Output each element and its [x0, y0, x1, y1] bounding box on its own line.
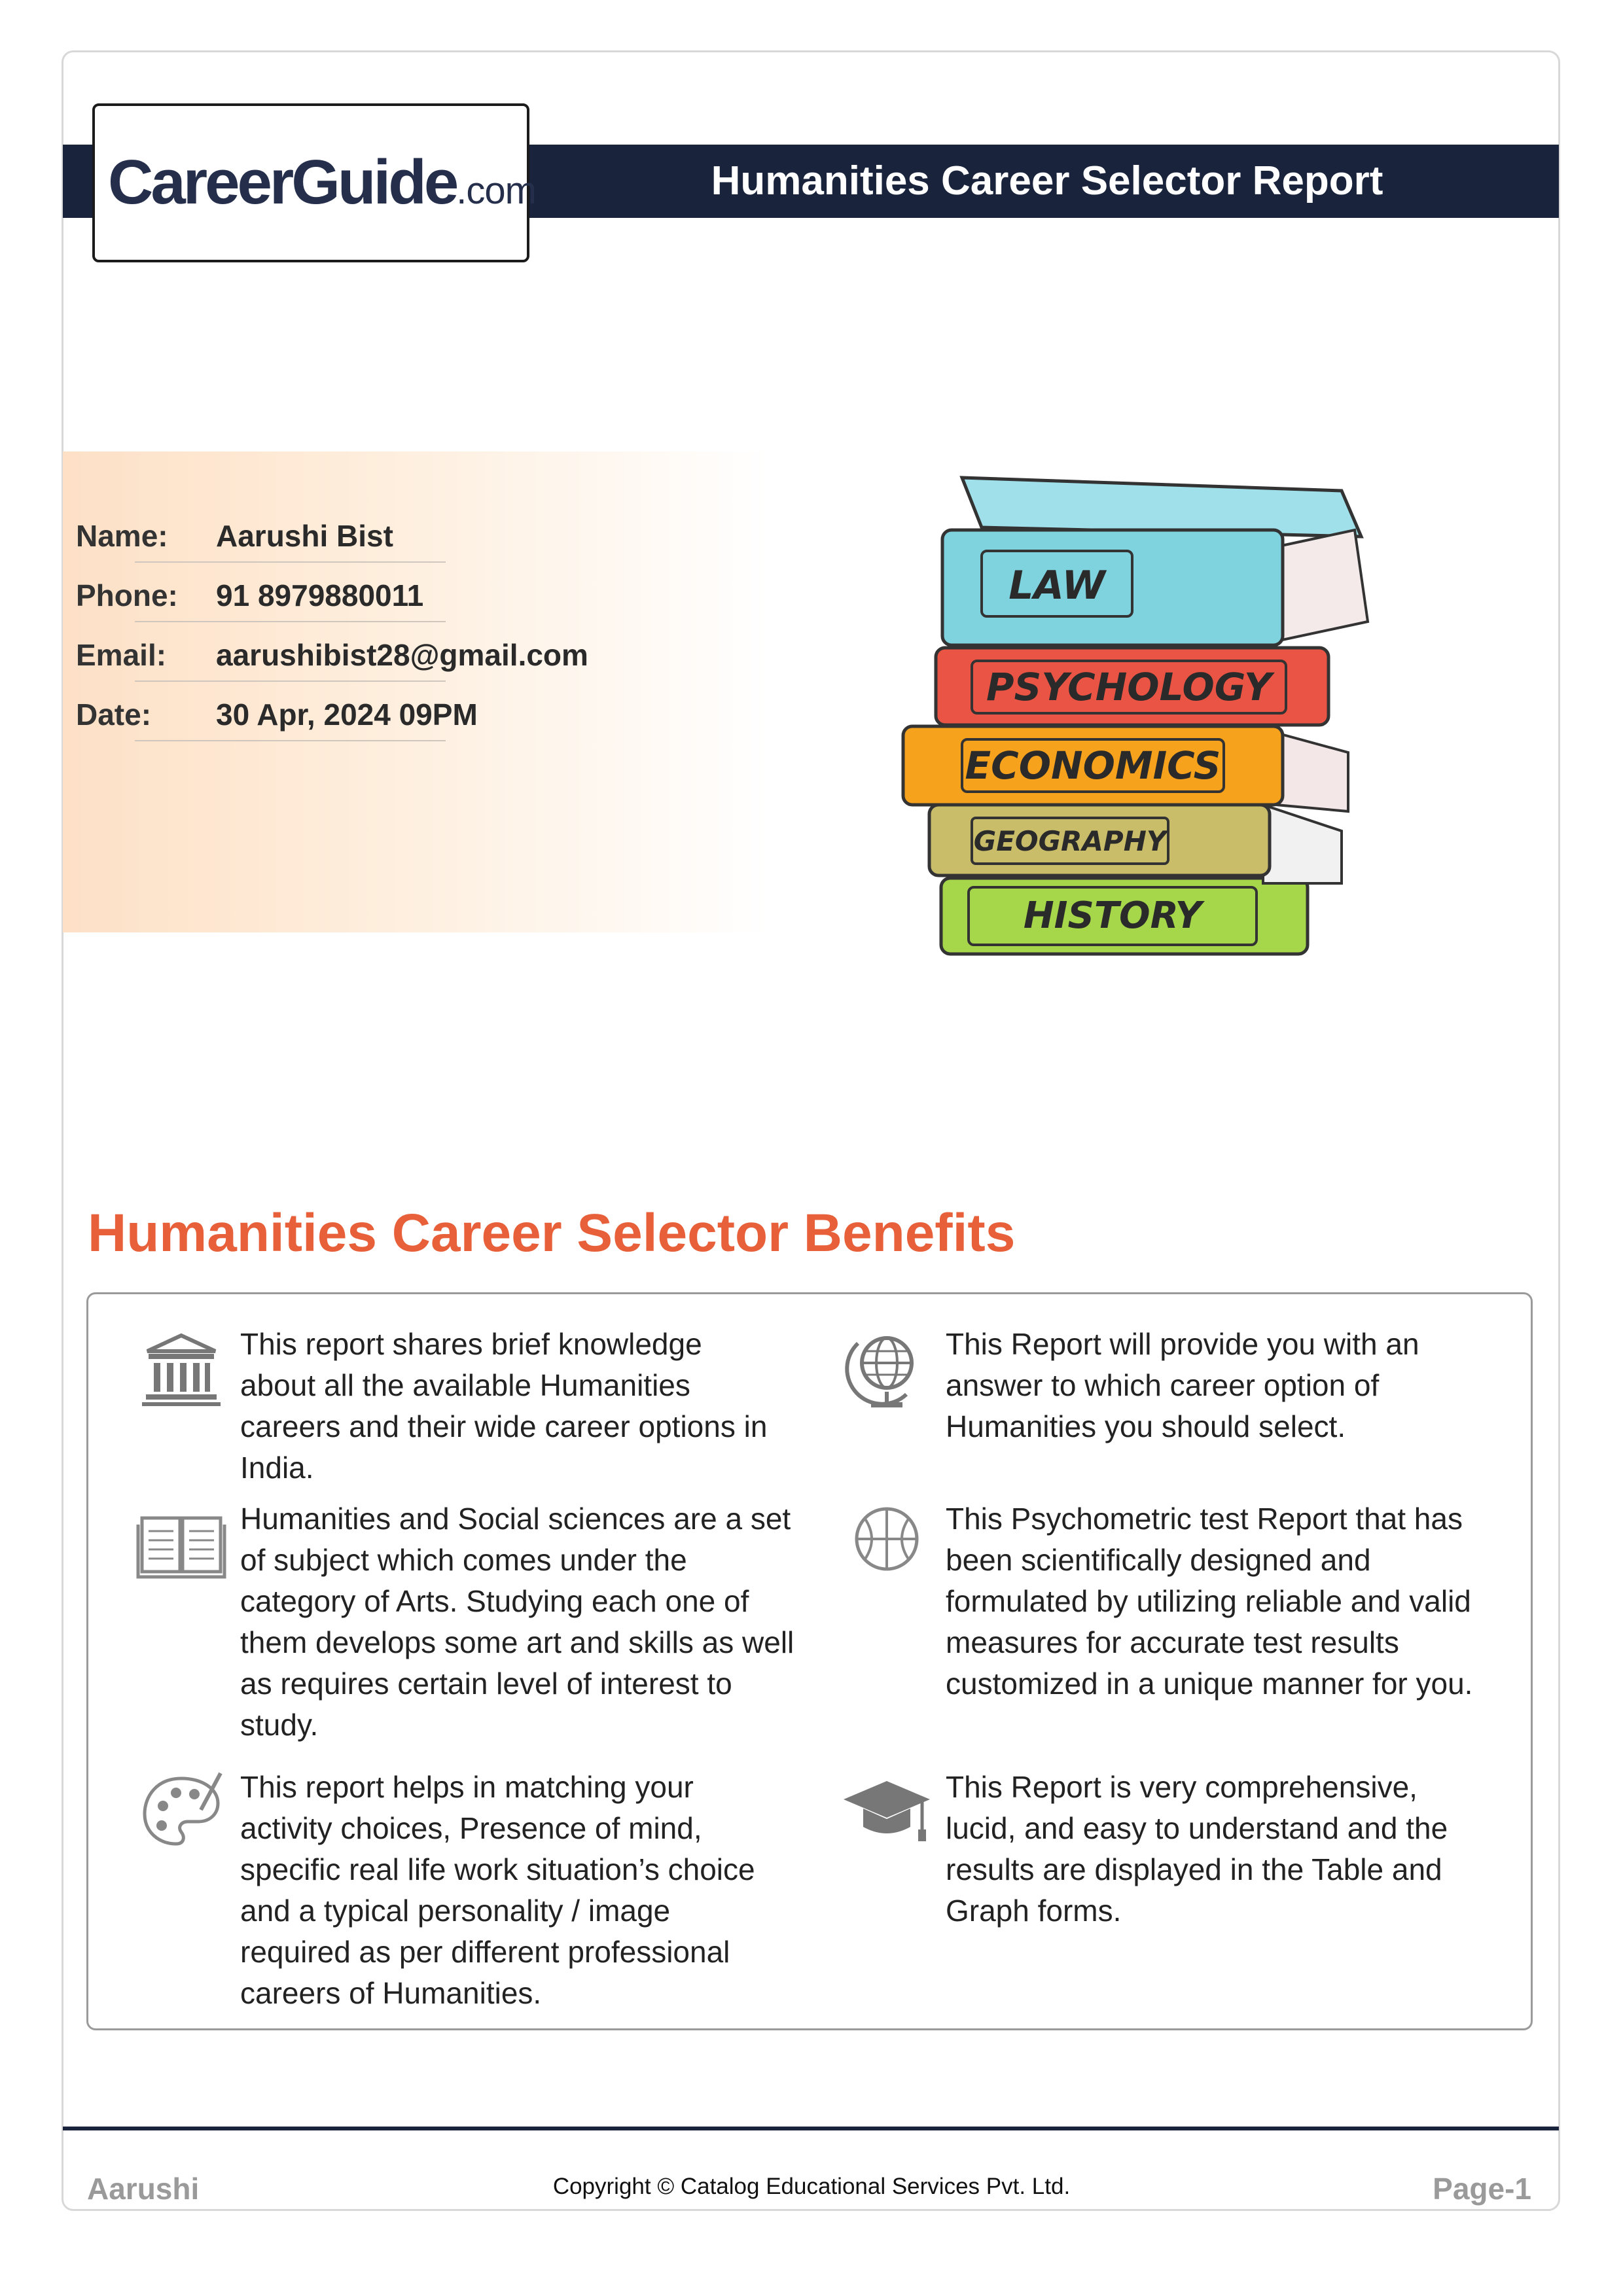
benefit-line: customized in a unique manner for you.	[946, 1667, 1473, 1701]
benefit-line: India.	[240, 1451, 314, 1485]
book-stack-illustration	[897, 465, 1381, 962]
name-value: Aarushi Bist	[216, 519, 393, 553]
law-spine-label: LAW	[1008, 563, 1105, 609]
benefit-line: activity choices, Presence of mind,	[240, 1811, 702, 1845]
info-row-date	[63, 682, 521, 743]
benefit-line: category of Arts. Studying each one of	[240, 1584, 749, 1618]
benefit-line: answer to which career option of	[946, 1368, 1380, 1402]
graduation-cap-icon	[841, 1767, 933, 1858]
benefit-line: This report helps in matching your	[240, 1770, 694, 1804]
benefit-line: Graph forms.	[946, 1894, 1122, 1928]
benefit-line: careers and their wide career options in	[240, 1409, 768, 1443]
benefit-line: specific real life work situation’s choice	[240, 1852, 755, 1886]
benefit-line: This Psychometric test Report that has	[946, 1502, 1463, 1536]
book-law	[942, 478, 1368, 645]
benefit-line: study.	[240, 1708, 319, 1742]
page-number: Page-1	[1433, 2172, 1531, 2206]
email-label: Email:	[76, 638, 167, 672]
phone-value: 91 8979880011	[216, 578, 424, 612]
benefit-text	[946, 1498, 1472, 1704]
benefit-line: been scientifically designed and	[946, 1543, 1371, 1577]
logo-wordmark	[108, 147, 536, 219]
footer-copyright: Copyright © Catalog Educational Services Pvt. Ltd.	[552, 2174, 1071, 2199]
footer-divider	[63, 2127, 1559, 2130]
benefit-line: formulated by utilizing reliable and valid	[946, 1584, 1471, 1618]
benefit-line: as requires certain level of interest to	[240, 1667, 732, 1701]
date-value: 30 Apr, 2024 09PM	[216, 698, 478, 732]
logo-main-text: CareerGuide	[108, 147, 457, 217]
basketball-icon	[841, 1498, 933, 1590]
bank-building-icon	[135, 1324, 227, 1415]
report-title: Humanities Career Selector Report	[711, 158, 1383, 203]
open-book-icon	[135, 1498, 227, 1590]
benefit-text	[946, 1324, 1419, 1447]
benefit-line: careers of Humanities.	[240, 1976, 542, 2010]
logo-suffix-text: .com	[456, 169, 536, 212]
benefit-text	[240, 1498, 794, 1746]
benefit-line: them develops some art and skills as well	[240, 1625, 794, 1659]
book-economics	[903, 726, 1348, 811]
info-divider	[135, 740, 446, 741]
phone-label: Phone:	[76, 578, 178, 612]
benefit-text	[240, 1324, 767, 1489]
info-row-phone	[63, 563, 521, 624]
benefit-line: measures for accurate test results	[946, 1625, 1399, 1659]
careerguide-logo	[92, 103, 536, 262]
info-row-name	[63, 504, 521, 564]
email-value: aarushibist28@gmail.com	[216, 638, 588, 672]
name-label: Name:	[76, 519, 168, 553]
benefit-line: Humanities you should select.	[946, 1409, 1346, 1443]
benefit-line: This Report will provide you with an	[946, 1327, 1419, 1361]
palette-icon	[135, 1767, 227, 1858]
history-spine-label: HISTORY	[1023, 894, 1202, 937]
benefits-section-title: Humanities Career Selector Benefits	[88, 1203, 1016, 1263]
benefit-line: This report shares brief knowledge	[240, 1327, 702, 1361]
benefit-text	[946, 1767, 1448, 1932]
benefits-box	[86, 1292, 1533, 2030]
benefit-line: required as per different professional	[240, 1935, 730, 1969]
book-history	[941, 878, 1308, 954]
info-divider	[135, 621, 446, 622]
psychology-spine-label: PSYCHOLOGY	[986, 665, 1272, 709]
info-divider	[135, 561, 446, 563]
candidate-info-panel	[63, 451, 770, 932]
footer-candidate-name: Aarushi	[87, 2172, 200, 2206]
benefit-line: results are displayed in the Table and	[946, 1852, 1442, 1886]
date-label: Date:	[76, 698, 152, 732]
geography-spine-label: GEOGRAPHY	[973, 825, 1167, 857]
benefit-line: and a typical personality / image	[240, 1894, 671, 1928]
benefit-line: lucid, and easy to understand and the	[946, 1811, 1448, 1845]
economics-spine-label: ECONOMICS	[965, 743, 1221, 788]
benefit-text	[240, 1767, 755, 2014]
book-psychology	[936, 648, 1329, 725]
benefit-line: about all the available Humanities	[240, 1368, 690, 1402]
info-row-email	[63, 623, 588, 683]
benefit-line: of subject which comes under the	[240, 1543, 687, 1577]
benefit-line: This Report is very comprehensive,	[946, 1770, 1418, 1804]
benefit-line: Humanities and Social sciences are a set	[240, 1502, 791, 1536]
info-divider	[135, 680, 446, 682]
globe-icon	[841, 1324, 933, 1415]
book-geography	[929, 805, 1342, 883]
